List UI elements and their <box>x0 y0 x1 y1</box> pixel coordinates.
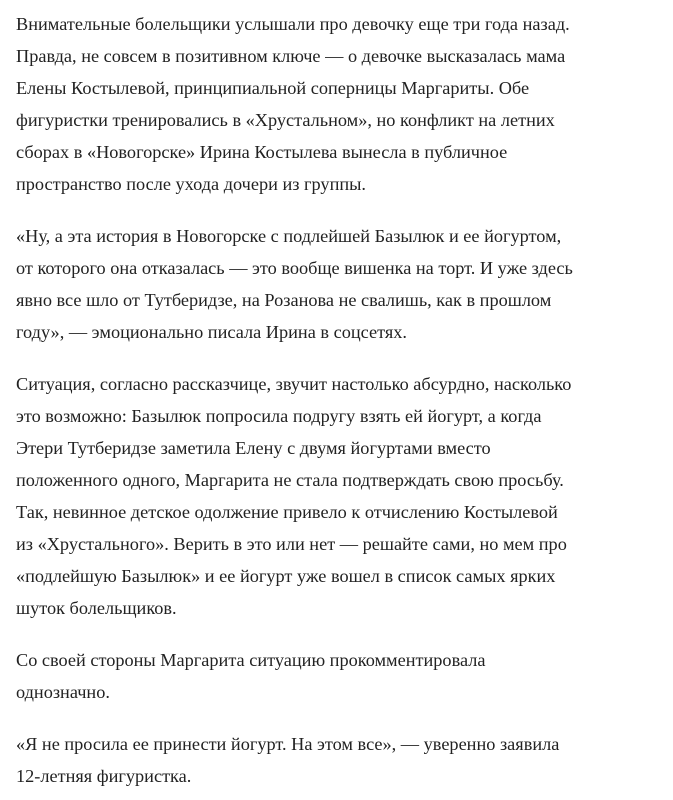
paragraph-backstory <box>16 8 673 200</box>
text-line: Правда, не совсем в позитивном ключе — о девочке высказалась мама <box>16 46 566 66</box>
text-line: шуток болельщиков. <box>16 598 177 618</box>
text-line: Внимательные болельщики услышали про девочку еще три года назад. <box>16 14 570 34</box>
paragraph-spacer <box>16 624 673 644</box>
article-body <box>16 8 673 792</box>
text-line: положенного одного, Маргарита не стала подтверждать свою просьбу. <box>16 470 564 490</box>
text-line: пространство после ухода дочери из группы. <box>16 174 366 194</box>
text-line: Елены Костылевой, принципиальной соперницы Маргариты. Обе <box>16 78 530 98</box>
text-line: сборах в «Новогорске» Ирина Костылева вынесла в публичное <box>16 142 508 162</box>
paragraph-quote-irina <box>16 220 673 348</box>
text-line: «Ну, а эта история в Новогорске с подлейшей Базылюк и ее йогуртом, <box>16 226 562 246</box>
text-line: Ситуация, согласно рассказчице, звучит настолько абсурдно, насколько <box>16 374 572 394</box>
text-line: Со своей стороны Маргарита ситуацию прокомментировала <box>16 650 486 670</box>
text-line: из «Хрустального». Верить в это или нет — решайте сами, но мем про <box>16 534 567 554</box>
text-line: 12-летняя фигуристка. <box>16 766 192 786</box>
text-line: однозначно. <box>16 682 110 702</box>
text-line: Этери Тутберидзе заметила Елену с двумя йогуртами вместо <box>16 438 491 458</box>
text-line: от которого она отказалась — это вообще вишенка на торт. И уже здесь <box>16 258 573 278</box>
paragraph-quote-margarita <box>16 728 673 792</box>
paragraph-spacer <box>16 200 673 220</box>
paragraph-spacer <box>16 348 673 368</box>
paragraph-margarita-comment <box>16 644 673 708</box>
text-line: фигуристки тренировались в «Хрустальном», но конфликт на летних <box>16 110 555 130</box>
text-line: это возможно: Базылюк попросила подругу взять ей йогурт, а когда <box>16 406 542 426</box>
text-line: «Я не просила ее принести йогурт. На этом все», — уверенно заявила <box>16 734 560 754</box>
paragraph-situation <box>16 368 673 624</box>
paragraph-spacer <box>16 708 673 728</box>
text-line: году», — эмоционально писала Ирина в соцсетях. <box>16 322 407 342</box>
text-line: Так, невинное детское одолжение привело к отчислению Костылевой <box>16 502 558 522</box>
text-line: «подлейшую Базылюк» и ее йогурт уже вошел в список самых ярких <box>16 566 556 586</box>
text-line: явно все шло от Тутберидзе, на Розанова не свалишь, как в прошлом <box>16 290 552 310</box>
